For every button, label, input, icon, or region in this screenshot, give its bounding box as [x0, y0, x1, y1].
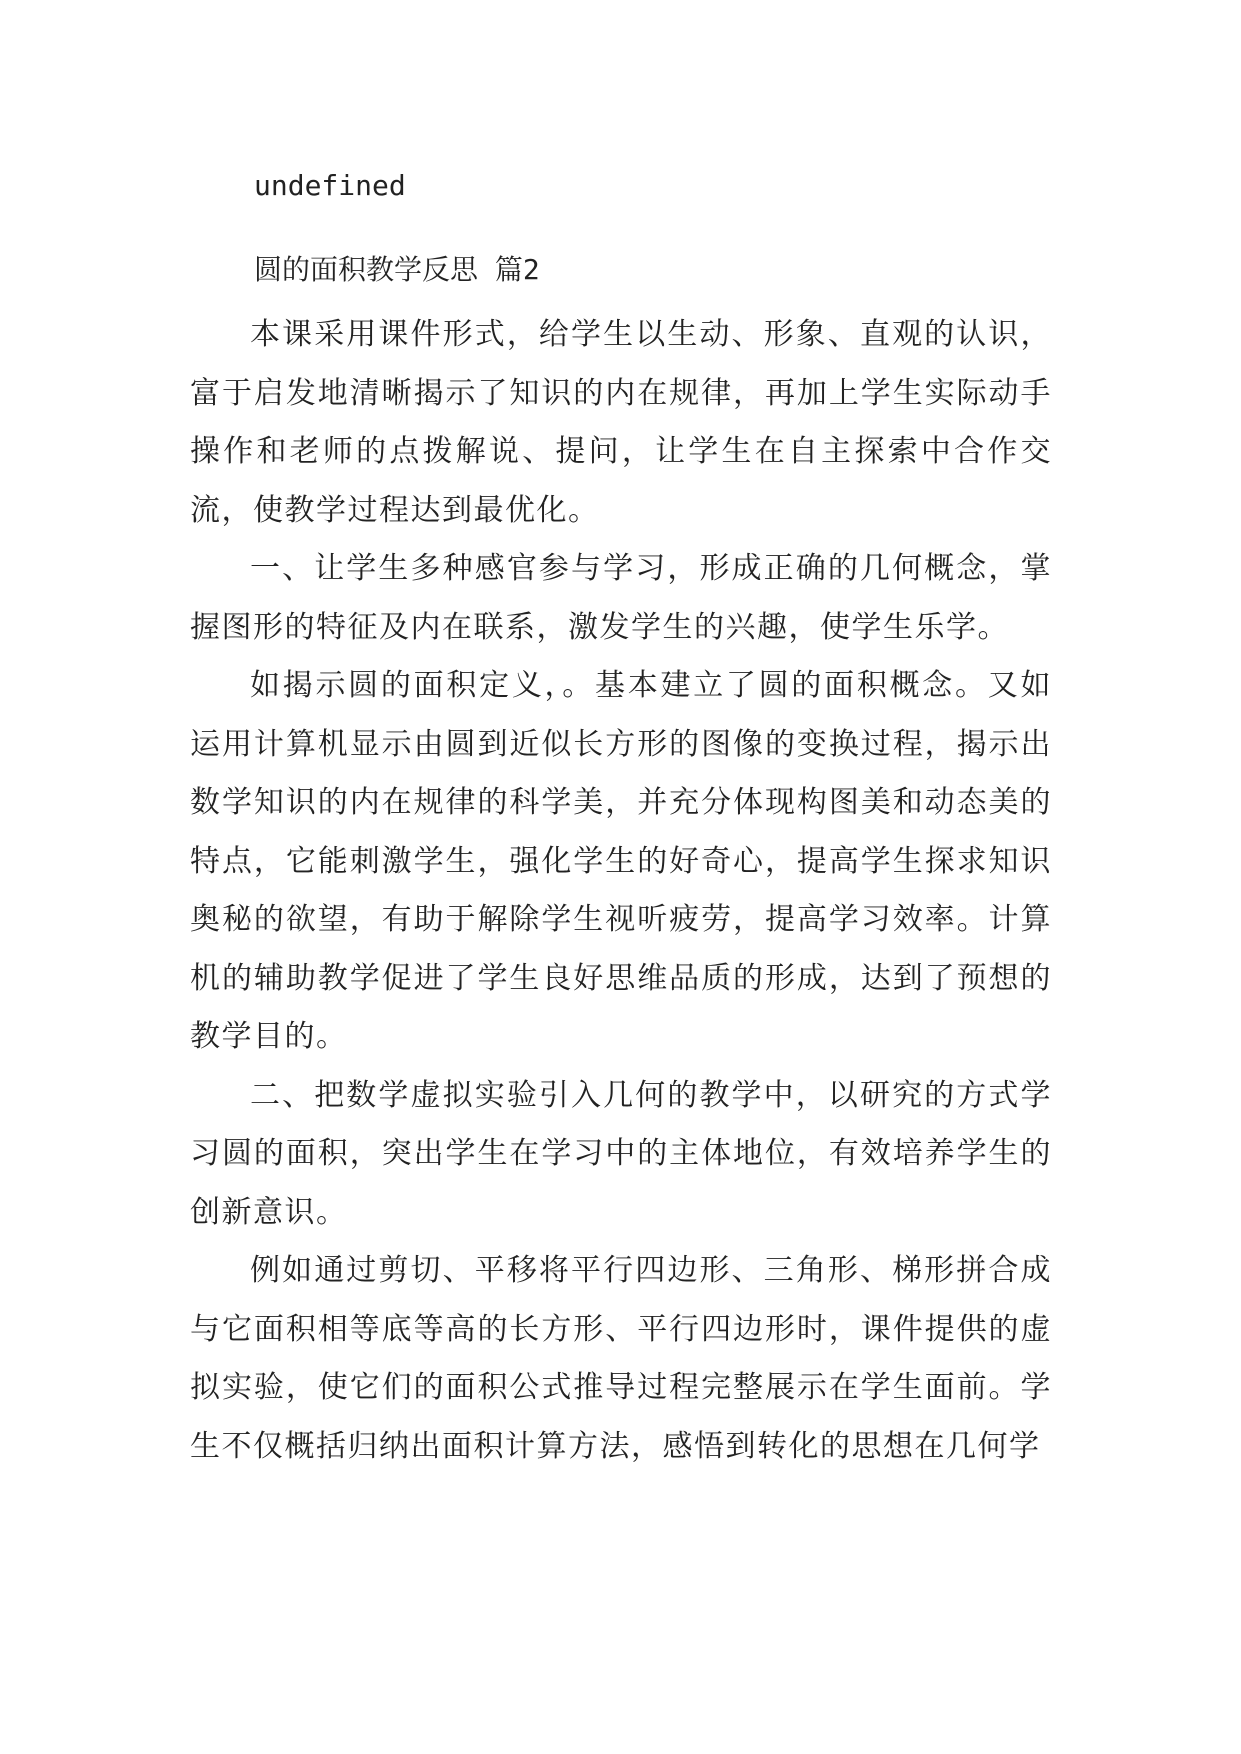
paragraph: 本课采用课件形式，给学生以生动、形象、直观的认识，富于启发地清晰揭示了知识的内在规律，再加上学生实际动手操作和老师的点拨解说、提问，让学生在自主探索中合作交流，使教学过程达到最优化。 — [190, 317, 1052, 528]
section-title: 圆的面积教学反思 篇2 — [254, 253, 540, 286]
paragraph: 例如通过剪切、平移将平行四边形、三角形、梯形拼合成与它面积相等底等高的长方形、平行四边形时，课件提供的虚拟实验，使它们的面积公式推导过程完整展示在学生面前。学生不仅概括归纳出面积计算方法，感悟到转化的思想在几何学 — [190, 1253, 1052, 1464]
paragraph: 一、让学生多种感官参与学习，形成正确的几何概念，掌握图形的特征及内在联系，激发学生的兴趣，使学生乐学。 — [190, 551, 1052, 645]
body-text — [190, 306, 1052, 1476]
paragraph: 如揭示圆的面积定义，。基本建立了圆的面积概念。又如运用计算机显示由圆到近似长方形的图像的变换过程，揭示出数学知识的内在规律的科学美，并充分体现构图美和动态美的特点，它能刺激学生，强化学生的好奇心，提高学生探求知识奥秘的欲望，有助于解除学生视听疲劳，提高学习效率。计算机的辅助教学促进了学生良好思维品质的形成，达到了预想的教学目的。 — [190, 668, 1052, 1054]
paragraph: 二、把数学虚拟实验引入几何的教学中，以研究的方式学习圆的面积，突出学生在学习中的主体地位，有效培养学生的创新意识。 — [190, 1077, 1052, 1230]
top-text: undefined — [254, 169, 406, 202]
